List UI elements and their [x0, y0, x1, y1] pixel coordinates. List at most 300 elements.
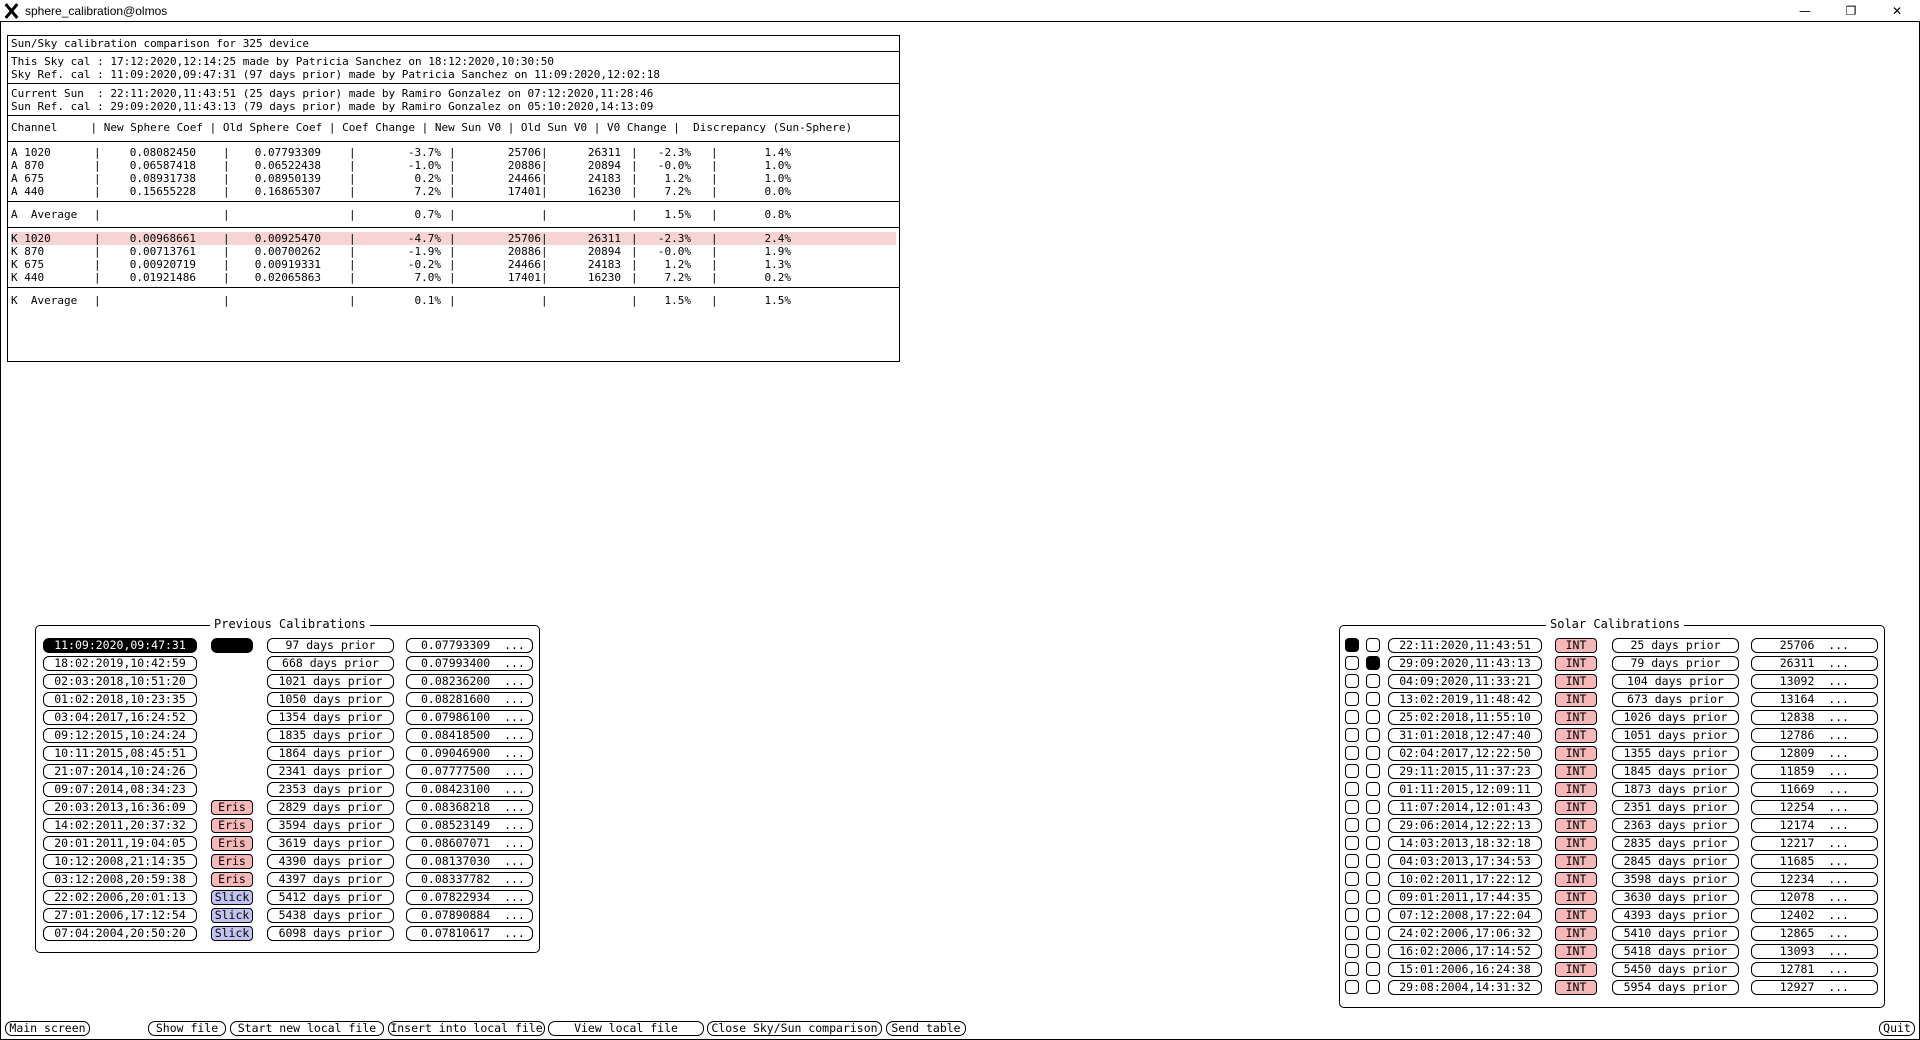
- previous-cal-tag[interactable]: Eris: [211, 818, 253, 833]
- solar-cal-date[interactable]: 13:02:2019,11:48:42: [1388, 692, 1542, 707]
- solar-cal-date[interactable]: 07:12:2008,17:22:04: [1388, 908, 1542, 923]
- previous-cal-date[interactable]: 01:02:2018,10:23:35: [43, 692, 197, 707]
- table-cell: 0.16865307: [254, 185, 321, 198]
- previous-cal-days[interactable]: 5412 days prior: [267, 890, 394, 905]
- column-separator: |: [711, 271, 718, 284]
- table-cell: 1.5%: [764, 294, 791, 307]
- column-separator: |: [631, 185, 638, 198]
- solar-cal-date[interactable]: 14:03:2013,18:32:18: [1388, 836, 1542, 851]
- column-separator: |: [631, 159, 638, 172]
- solar-cal-days[interactable]: 79 days prior: [1612, 656, 1739, 671]
- solar-cal-v0[interactable]: 12402 ...: [1751, 908, 1878, 923]
- solar-cal-days[interactable]: 5418 days prior: [1612, 944, 1739, 959]
- previous-calibrations-title: Previous Calibrations: [210, 617, 370, 631]
- column-separator: |: [449, 232, 456, 245]
- solar-cal-v0[interactable]: 11859 ...: [1751, 764, 1878, 779]
- solar-cal-tag[interactable]: INT: [1555, 854, 1597, 869]
- previous-cal-coef[interactable]: 0.09046900 ...: [406, 746, 533, 761]
- previous-cal-coef[interactable]: 0.08236200 ...: [406, 674, 533, 689]
- solar-cal-date[interactable]: 11:07:2014,12:01:43: [1388, 800, 1542, 815]
- solar-cal-tag[interactable]: INT: [1555, 980, 1597, 995]
- table-cell: 0.7%: [414, 208, 441, 221]
- table-cell: 20886: [507, 159, 541, 172]
- solar-cal-date[interactable]: 09:01:2011,17:44:35: [1388, 890, 1542, 905]
- current-sun-radio[interactable]: [1345, 890, 1359, 904]
- previous-cal-coef[interactable]: 0.07793309 ...: [406, 638, 533, 653]
- solar-cal-days[interactable]: 2363 days prior: [1612, 818, 1739, 833]
- start-new-local-file-button[interactable]: Start new local file: [230, 1021, 384, 1036]
- k-average: [8, 288, 899, 308]
- table-cell: -3.7%: [407, 146, 441, 159]
- x-logo-icon: [3, 3, 19, 19]
- ref-sun-radio[interactable]: [1366, 764, 1380, 778]
- current-sun-radio[interactable]: [1345, 908, 1359, 922]
- previous-cal-tag[interactable]: Eris: [211, 872, 253, 887]
- current-sun-radio[interactable]: [1345, 728, 1359, 742]
- solar-cal-v0[interactable]: 13093 ...: [1751, 944, 1878, 959]
- insert-into-local-file-button[interactable]: Insert into local file: [388, 1021, 545, 1036]
- previous-cal-date[interactable]: 11:09:2020,09:47:31: [43, 638, 197, 653]
- previous-cal-days[interactable]: 4397 days prior: [267, 872, 394, 887]
- column-separator: |: [449, 185, 456, 198]
- table-cell: 0.00700262: [254, 245, 321, 258]
- table-cell: 16230: [587, 271, 621, 284]
- previous-cal-date[interactable]: 14:02:2011,20:37:32: [43, 818, 197, 833]
- table-cell: 24466: [507, 172, 541, 185]
- table-row: [11, 294, 896, 307]
- column-separator: |: [349, 245, 356, 258]
- column-separator: |: [711, 294, 718, 307]
- column-separator: |: [541, 208, 548, 221]
- ref-sun-radio[interactable]: [1366, 872, 1380, 886]
- current-sun-radio[interactable]: [1345, 980, 1359, 994]
- solar-cal-date[interactable]: 29:06:2014,12:22:13: [1388, 818, 1542, 833]
- current-sun-radio[interactable]: [1345, 926, 1359, 940]
- solar-cal-date[interactable]: 15:01:2006,16:24:38: [1388, 962, 1542, 977]
- previous-cal-tag[interactable]: Slick: [211, 890, 253, 905]
- solar-cal-tag[interactable]: INT: [1555, 872, 1597, 887]
- column-separator: |: [711, 208, 718, 221]
- table-row: [11, 172, 896, 185]
- solar-cal-days[interactable]: 104 days prior: [1612, 674, 1739, 689]
- column-separator: |: [711, 232, 718, 245]
- table-cell: 2.4%: [764, 232, 791, 245]
- ref-sun-radio[interactable]: [1366, 926, 1380, 940]
- solar-cal-days[interactable]: 2351 days prior: [1612, 800, 1739, 815]
- table-cell: 0.06522438: [254, 159, 321, 172]
- column-separator: |: [94, 271, 101, 284]
- previous-cal-days[interactable]: 1864 days prior: [267, 746, 394, 761]
- solar-cal-days[interactable]: 5450 days prior: [1612, 962, 1739, 977]
- solar-cal-v0[interactable]: 11669 ...: [1751, 782, 1878, 797]
- table-cell: A Average: [11, 208, 78, 221]
- column-separator: |: [711, 245, 718, 258]
- column-separator: |: [631, 245, 638, 258]
- column-separator: |: [349, 232, 356, 245]
- column-separator: |: [631, 146, 638, 159]
- column-separator: |: [631, 172, 638, 185]
- ref-sun-radio[interactable]: [1366, 890, 1380, 904]
- column-separator: |: [631, 294, 638, 307]
- solar-cal-tag[interactable]: INT: [1555, 674, 1597, 689]
- table-cell: 1.2%: [664, 258, 691, 271]
- table-row: [11, 232, 896, 245]
- previous-cal-date[interactable]: 09:12:2015,10:24:24: [43, 728, 197, 743]
- previous-cal-date[interactable]: 07:04:2004,20:50:20: [43, 926, 197, 941]
- close-sky-sun-comparison-button[interactable]: Close Sky/Sun comparison: [707, 1021, 882, 1036]
- previous-cal-days[interactable]: 1050 days prior: [267, 692, 394, 707]
- solar-cal-date[interactable]: 02:04:2017,12:22:50: [1388, 746, 1542, 761]
- previous-cal-date[interactable]: 20:03:2013,16:36:09: [43, 800, 197, 815]
- solar-cal-v0[interactable]: 13164 ...: [1751, 692, 1878, 707]
- solar-cal-tag[interactable]: INT: [1555, 764, 1597, 779]
- column-separator: |: [349, 208, 356, 221]
- solar-cal-days[interactable]: 1026 days prior: [1612, 710, 1739, 725]
- previous-cal-coef[interactable]: 0.08137030 ...: [406, 854, 533, 869]
- solar-cal-tag[interactable]: INT: [1555, 836, 1597, 851]
- previous-cal-tag[interactable]: Slick: [211, 926, 253, 941]
- solar-cal-date[interactable]: 04:03:2013,17:34:53: [1388, 854, 1542, 869]
- ref-sun-radio[interactable]: [1366, 962, 1380, 976]
- solar-cal-date[interactable]: 04:09:2020,11:33:21: [1388, 674, 1542, 689]
- ref-sun-radio[interactable]: [1366, 944, 1380, 958]
- comparison-report: [7, 35, 900, 362]
- maximize-button[interactable]: ❐: [1845, 4, 1857, 18]
- solar-cal-v0[interactable]: 12234 ...: [1751, 872, 1878, 887]
- column-separator: |: [711, 172, 718, 185]
- solar-cal-v0[interactable]: 12078 ...: [1751, 890, 1878, 905]
- table-cell: 0.8%: [764, 208, 791, 221]
- table-cell: 0.2%: [414, 172, 441, 185]
- solar-cal-date[interactable]: 22:11:2020,11:43:51: [1388, 638, 1542, 653]
- previous-cal-date[interactable]: 02:03:2018,10:51:20: [43, 674, 197, 689]
- previous-cal-days[interactable]: 2829 days prior: [267, 800, 394, 815]
- solar-cal-tag[interactable]: INT: [1555, 782, 1597, 797]
- ref-sun-radio[interactable]: [1366, 908, 1380, 922]
- previous-cal-days[interactable]: 3594 days prior: [267, 818, 394, 833]
- previous-cal-coef[interactable]: 0.08523149 ...: [406, 818, 533, 833]
- previous-cal-coef[interactable]: 0.08423100 ...: [406, 782, 533, 797]
- solar-calibrations-title: Solar Calibrations: [1546, 617, 1684, 631]
- solar-cal-days[interactable]: 2835 days prior: [1612, 836, 1739, 851]
- solar-cal-v0[interactable]: 25706 ...: [1751, 638, 1878, 653]
- table-cell: -0.0%: [657, 159, 691, 172]
- solar-cal-days[interactable]: 2845 days prior: [1612, 854, 1739, 869]
- a-rows: [8, 142, 899, 202]
- previous-cal-days[interactable]: 1835 days prior: [267, 728, 394, 743]
- solar-cal-days[interactable]: 673 days prior: [1612, 692, 1739, 707]
- previous-cal-tag[interactable]: Eris: [211, 854, 253, 869]
- current-sun-radio[interactable]: [1345, 818, 1359, 832]
- view-local-file-button[interactable]: View local file: [548, 1021, 704, 1036]
- solar-cal-tag[interactable]: INT: [1555, 818, 1597, 833]
- ref-sun-radio[interactable]: [1366, 710, 1380, 724]
- previous-cal-coef[interactable]: 0.07822934 ...: [406, 890, 533, 905]
- solar-cal-date[interactable]: 29:09:2020,11:43:13: [1388, 656, 1542, 671]
- table-cell: 0.08950139: [254, 172, 321, 185]
- table-cell: K 1020: [11, 232, 51, 245]
- table-header: Channel | New Sphere Coef | Old Sphere Coef | Coef Change | New Sun V0 | Old Sun V0 | V0 Change | Discrepancy (Sun-Sphere): [11, 121, 853, 134]
- previous-cal-date[interactable]: 09:07:2014,08:34:23: [43, 782, 197, 797]
- quit-button[interactable]: Quit: [1879, 1021, 1915, 1036]
- current-sun-radio[interactable]: [1345, 710, 1359, 724]
- show-file-button[interactable]: Show file: [148, 1021, 226, 1036]
- solar-cal-days[interactable]: 1355 days prior: [1612, 746, 1739, 761]
- table-row: [11, 258, 896, 271]
- ref-sun-radio[interactable]: [1366, 782, 1380, 796]
- ref-sun-radio[interactable]: [1366, 980, 1380, 994]
- table-cell: 1.4%: [764, 146, 791, 159]
- previous-cal-date[interactable]: 18:02:2019,10:42:59: [43, 656, 197, 671]
- solar-cal-tag[interactable]: INT: [1555, 728, 1597, 743]
- current-sun-radio[interactable]: [1345, 872, 1359, 886]
- table-cell: 0.1%: [414, 294, 441, 307]
- solar-cal-date[interactable]: 31:01:2018,12:47:40: [1388, 728, 1542, 743]
- solar-cal-v0[interactable]: 12786 ...: [1751, 728, 1878, 743]
- column-separator: |: [631, 258, 638, 271]
- column-separator: |: [223, 208, 230, 221]
- solar-cal-v0[interactable]: 12865 ...: [1751, 926, 1878, 941]
- column-separator: |: [94, 208, 101, 221]
- close-button[interactable]: ✕: [1891, 4, 1903, 18]
- table-cell: 25706: [507, 232, 541, 245]
- table-cell: 0.00920719: [129, 258, 196, 271]
- previous-cal-date[interactable]: 21:07:2014,10:24:26: [43, 764, 197, 779]
- table-cell: 0.02065863: [254, 271, 321, 284]
- ref-sun-radio[interactable]: [1366, 854, 1380, 868]
- table-cell: -2.3%: [657, 232, 691, 245]
- column-separator: |: [541, 159, 548, 172]
- current-sun-radio[interactable]: [1345, 692, 1359, 706]
- column-separator: |: [94, 232, 101, 245]
- column-separator: |: [631, 271, 638, 284]
- column-separator: |: [631, 208, 638, 221]
- solar-cal-days[interactable]: 3630 days prior: [1612, 890, 1739, 905]
- column-separator: |: [223, 232, 230, 245]
- column-separator: |: [223, 294, 230, 307]
- solar-cal-date[interactable]: 25:02:2018,11:55:10: [1388, 710, 1542, 725]
- solar-cal-v0[interactable]: 26311 ...: [1751, 656, 1878, 671]
- solar-cal-tag[interactable]: INT: [1555, 890, 1597, 905]
- table-cell: A 440: [11, 185, 45, 198]
- previous-cal-days[interactable]: 4390 days prior: [267, 854, 394, 869]
- previous-cal-coef[interactable]: 0.07890884 ...: [406, 908, 533, 923]
- solar-cal-tag[interactable]: INT: [1555, 944, 1597, 959]
- current-sun-radio[interactable]: [1345, 674, 1359, 688]
- previous-cal-coef[interactable]: 0.08281600 ...: [406, 692, 533, 707]
- column-separator: |: [449, 294, 456, 307]
- solar-cal-v0[interactable]: 11685 ...: [1751, 854, 1878, 869]
- table-cell: 1.5%: [664, 294, 691, 307]
- column-separator: |: [541, 172, 548, 185]
- solar-cal-tag[interactable]: INT: [1555, 638, 1597, 653]
- previous-cal-date[interactable]: 10:12:2008,21:14:35: [43, 854, 197, 869]
- previous-cal-date[interactable]: 03:12:2008,20:59:38: [43, 872, 197, 887]
- column-separator: |: [541, 146, 548, 159]
- previous-cal-coef[interactable]: 0.08368218 ...: [406, 800, 533, 815]
- title-bar: [0, 0, 1920, 22]
- solar-cal-v0[interactable]: 12174 ...: [1751, 818, 1878, 833]
- previous-cal-coef[interactable]: 0.08607071 ...: [406, 836, 533, 851]
- previous-cal-days[interactable]: 6098 days prior: [267, 926, 394, 941]
- solar-cal-tag[interactable]: INT: [1555, 962, 1597, 977]
- solar-cal-date[interactable]: 29:11:2015,11:37:23: [1388, 764, 1542, 779]
- solar-cal-v0[interactable]: 13092 ...: [1751, 674, 1878, 689]
- solar-cal-date[interactable]: 24:02:2006,17:06:32: [1388, 926, 1542, 941]
- column-separator: |: [94, 159, 101, 172]
- previous-cal-days[interactable]: 668 days prior: [267, 656, 394, 671]
- solar-cal-v0[interactable]: 12217 ...: [1751, 836, 1878, 851]
- table-cell: 0.0%: [764, 185, 791, 198]
- previous-cal-days[interactable]: 2341 days prior: [267, 764, 394, 779]
- ref-sun-radio[interactable]: [1366, 836, 1380, 850]
- previous-cal-days[interactable]: 2353 days prior: [267, 782, 394, 797]
- ref-sun-radio[interactable]: [1366, 818, 1380, 832]
- table-cell: 17401: [507, 271, 541, 284]
- table-row: [11, 245, 896, 258]
- solar-cal-days[interactable]: 25 days prior: [1612, 638, 1739, 653]
- solar-cal-days[interactable]: 5954 days prior: [1612, 980, 1739, 995]
- solar-cal-tag[interactable]: INT: [1555, 656, 1597, 671]
- table-cell: -0.0%: [657, 245, 691, 258]
- current-sun-radio[interactable]: [1345, 962, 1359, 976]
- current-sun-radio[interactable]: [1345, 746, 1359, 760]
- current-sun-radio[interactable]: [1345, 656, 1359, 670]
- column-separator: |: [349, 294, 356, 307]
- solar-cal-tag[interactable]: INT: [1555, 800, 1597, 815]
- table-cell: 0.08082450: [129, 146, 196, 159]
- current-sun-radio[interactable]: [1345, 782, 1359, 796]
- ref-sun-radio[interactable]: [1366, 656, 1380, 670]
- column-separator: |: [94, 294, 101, 307]
- table-row: [11, 271, 896, 284]
- solar-cal-days[interactable]: 5410 days prior: [1612, 926, 1739, 941]
- column-separator: |: [449, 258, 456, 271]
- table-cell: -4.7%: [407, 232, 441, 245]
- table-cell: 0.15655228: [129, 185, 196, 198]
- previous-calibrations-group: [35, 617, 540, 953]
- send-table-button[interactable]: Send table: [886, 1021, 966, 1036]
- previous-cal-days[interactable]: 5438 days prior: [267, 908, 394, 923]
- table-cell: 24183: [587, 258, 621, 271]
- column-separator: |: [349, 185, 356, 198]
- solar-cal-v0[interactable]: 12838 ...: [1751, 710, 1878, 725]
- solar-cal-tag[interactable]: INT: [1555, 746, 1597, 761]
- previous-cal-coef[interactable]: 0.07810617 ...: [406, 926, 533, 941]
- current-sun-radio[interactable]: [1345, 944, 1359, 958]
- column-separator: |: [349, 146, 356, 159]
- current-sun-radio[interactable]: [1345, 638, 1359, 652]
- previous-cal-tag[interactable]: Eris: [211, 836, 253, 851]
- table-cell: 0.06587418: [129, 159, 196, 172]
- column-separator: |: [223, 159, 230, 172]
- previous-cal-coef[interactable]: 0.08418500 ...: [406, 728, 533, 743]
- previous-cal-tag[interactable]: Slick: [211, 908, 253, 923]
- solar-cal-date[interactable]: 10:02:2011,17:22:12: [1388, 872, 1542, 887]
- solar-cal-v0[interactable]: 12927 ...: [1751, 980, 1878, 995]
- previous-cal-date[interactable]: 22:02:2006,20:01:13: [43, 890, 197, 905]
- table-cell: 7.2%: [664, 185, 691, 198]
- previous-cal-days[interactable]: 3619 days prior: [267, 836, 394, 851]
- previous-cal-coef[interactable]: 0.07993400 ...: [406, 656, 533, 671]
- previous-cal-days[interactable]: 1354 days prior: [267, 710, 394, 725]
- current-sun-radio[interactable]: [1345, 836, 1359, 850]
- ref-sun-radio[interactable]: [1366, 746, 1380, 760]
- solar-cal-date[interactable]: 16:02:2006,17:14:52: [1388, 944, 1542, 959]
- table-cell: 7.2%: [664, 271, 691, 284]
- solar-cal-date[interactable]: 29:08:2004,14:31:32: [1388, 980, 1542, 995]
- solar-cal-tag[interactable]: INT: [1555, 908, 1597, 923]
- solar-cal-date[interactable]: 01:11:2015,12:09:11: [1388, 782, 1542, 797]
- table-cell: 25706: [507, 146, 541, 159]
- solar-cal-v0[interactable]: 12254 ...: [1751, 800, 1878, 815]
- previous-cal-coef[interactable]: 0.07986100 ...: [406, 710, 533, 725]
- table-cell: 0.2%: [764, 271, 791, 284]
- solar-cal-days[interactable]: 1051 days prior: [1612, 728, 1739, 743]
- table-cell: 1.2%: [664, 172, 691, 185]
- current-sun-radio[interactable]: [1345, 854, 1359, 868]
- previous-cal-date[interactable]: 10:11:2015,08:45:51: [43, 746, 197, 761]
- previous-cal-coef[interactable]: 0.08337782 ...: [406, 872, 533, 887]
- solar-cal-days[interactable]: 3598 days prior: [1612, 872, 1739, 887]
- solar-cal-v0[interactable]: 12809 ...: [1751, 746, 1878, 761]
- previous-cal-coef[interactable]: 0.07777500 ...: [406, 764, 533, 779]
- column-separator: |: [94, 185, 101, 198]
- table-cell: 0.00925470: [254, 232, 321, 245]
- previous-cal-tag[interactable]: Eris: [211, 800, 253, 815]
- column-separator: |: [541, 245, 548, 258]
- ref-sun-radio[interactable]: [1366, 728, 1380, 742]
- current-sun-radio[interactable]: [1345, 764, 1359, 778]
- column-separator: |: [94, 258, 101, 271]
- current-sun-radio[interactable]: [1345, 800, 1359, 814]
- solar-cal-days[interactable]: 1873 days prior: [1612, 782, 1739, 797]
- ref-sun-radio[interactable]: [1366, 800, 1380, 814]
- previous-cal-date[interactable]: 03:04:2017,16:24:52: [43, 710, 197, 725]
- solar-cal-days[interactable]: 1845 days prior: [1612, 764, 1739, 779]
- table-cell: 0.00968661: [129, 232, 196, 245]
- table-cell: 0.07793309: [254, 146, 321, 159]
- previous-cal-tag[interactable]: [211, 638, 253, 653]
- ref-sun-radio[interactable]: [1366, 638, 1380, 652]
- previous-cal-days[interactable]: 1021 days prior: [267, 674, 394, 689]
- table-cell: 1.9%: [764, 245, 791, 258]
- frame-border: [0, 22, 1, 1040]
- solar-cal-tag[interactable]: INT: [1555, 710, 1597, 725]
- column-separator: |: [349, 258, 356, 271]
- solar-cal-tag[interactable]: INT: [1555, 692, 1597, 707]
- previous-cal-date[interactable]: 20:01:2011,19:04:05: [43, 836, 197, 851]
- solar-cal-v0[interactable]: 12781 ...: [1751, 962, 1878, 977]
- ref-sun-radio[interactable]: [1366, 692, 1380, 706]
- previous-cal-date[interactable]: 27:01:2006,17:12:54: [43, 908, 197, 923]
- window-title: sphere_calibration@olmos: [25, 3, 168, 18]
- table-cell: 24183: [587, 172, 621, 185]
- main-screen-button[interactable]: Main screen: [5, 1021, 90, 1036]
- column-separator: |: [449, 172, 456, 185]
- solar-cal-days[interactable]: 4393 days prior: [1612, 908, 1739, 923]
- table-cell: K 675: [11, 258, 45, 271]
- ref-sun-radio[interactable]: [1366, 674, 1380, 688]
- table-cell: 0.00919331: [254, 258, 321, 271]
- solar-cal-tag[interactable]: INT: [1555, 926, 1597, 941]
- table-cell: A 870: [11, 159, 45, 172]
- column-separator: |: [449, 159, 456, 172]
- previous-cal-days[interactable]: 97 days prior: [267, 638, 394, 653]
- column-separator: |: [223, 185, 230, 198]
- column-separator: |: [449, 245, 456, 258]
- minimize-button[interactable]: —: [1799, 4, 1811, 18]
